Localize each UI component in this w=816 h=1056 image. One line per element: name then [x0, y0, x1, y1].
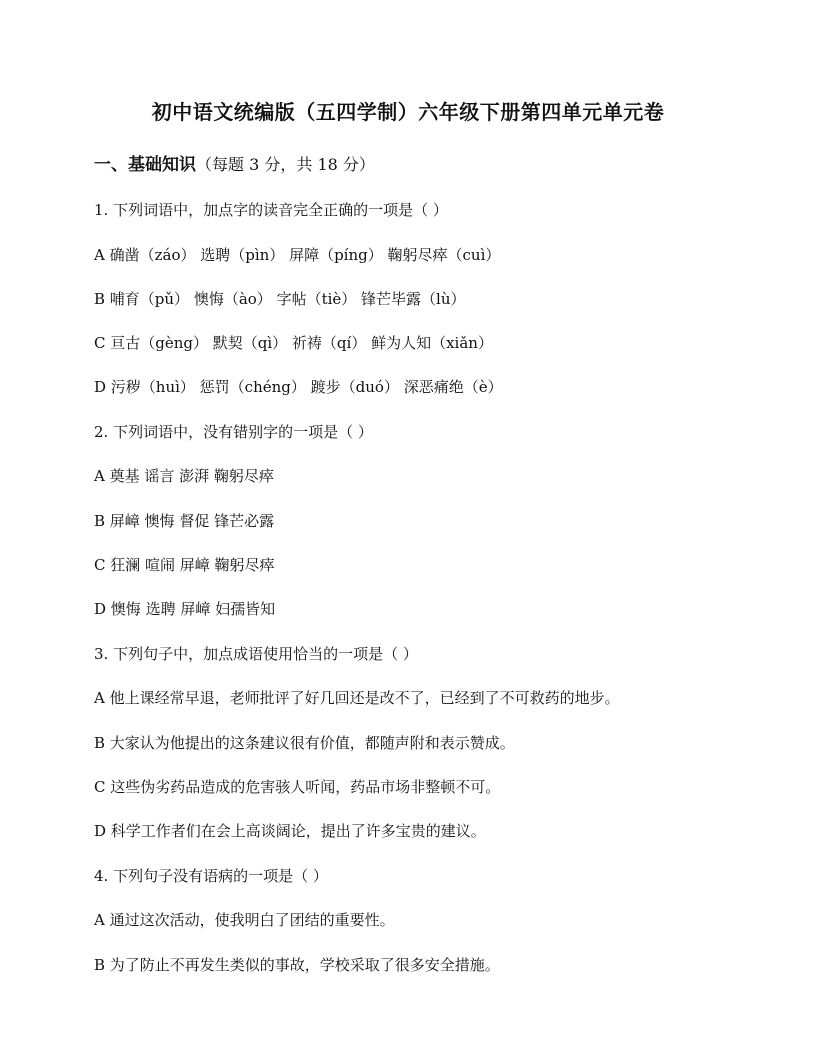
question-3-option-b: B 大家认为他提出的这条建议很有价值，都随声附和表示赞成。: [94, 734, 515, 752]
section-heading: [94, 150, 375, 175]
question-1-option-c: C 亘古（gèng） 默契（qì） 祈祷（qí） 鲜为人知（xiǎn）: [94, 334, 493, 352]
question-3-stem: 3. 下列句子中，加点成语使用恰当的一项是（ ）: [94, 645, 418, 663]
question-2-option-d: D 懊悔 选聘 屏嶂 妇孺皆知: [94, 600, 276, 618]
section-score-note: （每题 3 分，共 18 分）: [196, 155, 375, 174]
question-4-stem: 4. 下列句子没有语病的一项是（ ）: [94, 867, 328, 885]
question-2-stem: 2. 下列词语中，没有错别字的一项是（ ）: [94, 423, 373, 441]
question-2-option-a: A 奠基 谣言 澎湃 鞠躬尽瘁: [94, 467, 274, 485]
question-3-option-c: C 这些伪劣药品造成的危害骇人听闻，药品市场非整顿不可。: [94, 778, 501, 796]
section-heading-label: 一、基础知识: [94, 155, 196, 175]
question-2-option-c: C 狂澜 喧闹 屏嶂 鞠躬尽瘁: [94, 556, 275, 574]
question-1-stem: 1. 下列词语中，加点字的读音完全正确的一项是（ ）: [94, 201, 448, 219]
document-title: 初中语文统编版（五四学制）六年级下册第四单元单元卷: [151, 100, 665, 124]
question-3-option-d: D 科学工作者们在会上高谈阔论，提出了许多宝贵的建议。: [94, 822, 486, 840]
question-2-option-b: B 屏嶂 懊悔 督促 锋芒必露: [94, 512, 275, 530]
question-1-option-b: B 哺育（pǔ） 懊悔（ào） 字帖（tiè） 锋芒毕露（lù）: [94, 290, 466, 308]
question-4-option-a: A 通过这次活动，使我明白了团结的重要性。: [94, 911, 395, 929]
question-3-option-a: A 他上课经常早退，老师批评了好几回还是改不了，已经到了不可救药的地步。: [94, 689, 620, 707]
question-1-option-d: D 污秽（huì） 惩罚（chéng） 踱步（duó） 深恶痛绝（è）: [94, 378, 503, 396]
question-1-option-a: A 确凿（záo） 选聘（pìn） 屏障（píng） 鞠躬尽瘁（cuì）: [94, 246, 501, 264]
question-4-option-b: B 为了防止不再发生类似的事故，学校采取了很多安全措施。: [94, 956, 500, 974]
